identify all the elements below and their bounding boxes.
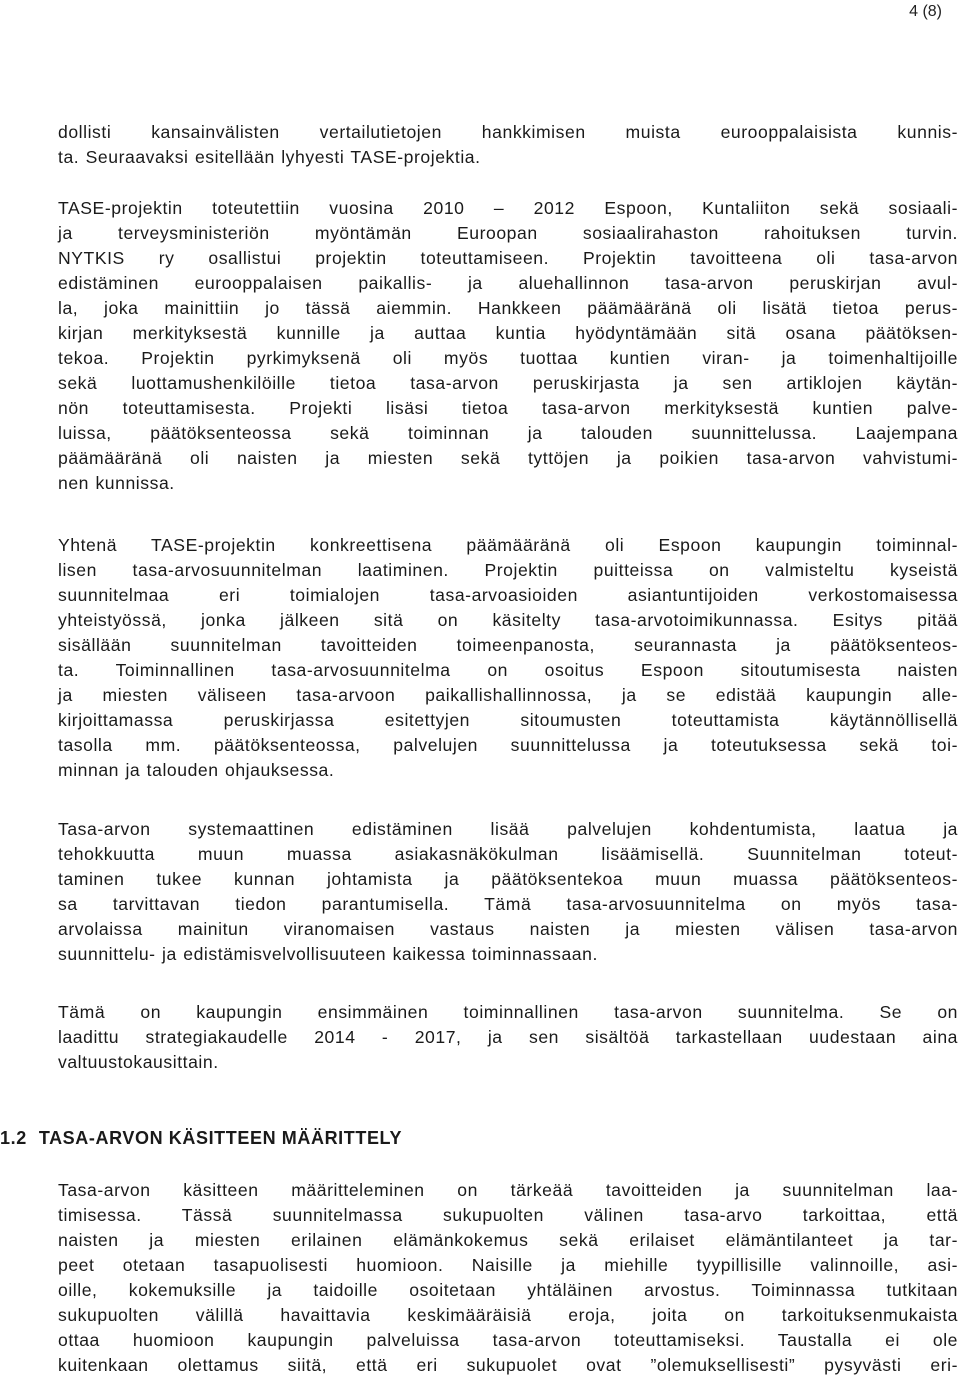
text-line: kirjan merkityksestä kunnille ja auttaa kuntia hyödyntämään sitä osana päätöksen- (58, 323, 958, 343)
text-line: Tämä on kaupungin ensimmäinen toiminnallinen tasa-arvon suunnitelma. Se on (58, 1002, 958, 1022)
section-title: TASA-ARVON KÄSITTEEN MÄÄRITTELY (38, 1128, 403, 1148)
text-line: laadittu strategiakaudelle 2014 - 2017, ja sen sisältöä tarkastellaan uudestaan aina (58, 1027, 958, 1047)
text-line: minnan ja talouden ohjauksessa. (58, 760, 335, 780)
text-line: dollisti kansainvälisten vertailutietojen hankkimisen muista eurooppalaisista kunnis- (58, 122, 958, 142)
text-line: NYTKIS ry osallistui projektin toteuttamiseen. Projektin tavoitteena oli tasa-arvon (58, 248, 958, 268)
text-line: valtuustokausittain. (58, 1052, 219, 1072)
paragraph-1 (58, 120, 958, 170)
text-line: naisten ja miesten erilainen elämänkokemus sekä erilaiset elämäntilanteet ja tar- (58, 1230, 958, 1250)
text-line: kirjoittamassa peruskirjassa esitettyjen sitoumusten toteuttamista käytännöllisellä (58, 710, 958, 730)
text-line: oille, kokemuksille ja taidoille osoitetaan yhtäläinen arvostus. Toiminnassa tutkitaan (58, 1280, 958, 1300)
paragraph-6 (58, 1178, 958, 1378)
text-line: tasolla mm. päätöksenteossa, palvelujen suunnittelussa ja toteutuksessa sekä toi- (58, 735, 958, 755)
text-line: sukupuolten välillä havaittavia keskimääräisiä eroja, joita on tarkoituksenmukaista (58, 1305, 958, 1325)
text-line: taminen tukee kunnan johtamista ja päätöksentekoa muun muassa päätöksenteos- (58, 869, 958, 889)
text-line: edistäminen eurooppalaisen paikallis- ja aluehallinnon tasa-arvon peruskirjan avul- (58, 273, 958, 293)
text-line: kuitenkaan olettamus siitä, että eri sukupuolet ovat ”olemuksellisesti” pysyvästi eri- (58, 1355, 958, 1375)
text-line: timisessa. Tässä suunnitelmassa sukupuolten välinen tasa-arvo tarkoittaa, että (58, 1205, 958, 1225)
text-line: suunnitelmaa eri toimialojen tasa-arvoasioiden asiantuntijoiden verkostomaisessa (58, 585, 958, 605)
page-number: 4 (8) (909, 3, 942, 20)
paragraph-5 (58, 1000, 958, 1075)
text-line: Yhtenä TASE-projektin konkreettisena päämääränä oli Espoon kaupungin toiminnal- (58, 535, 958, 555)
text-line: Tasa-arvon systemaattinen edistäminen lisää palvelujen kohdentumista, laatua ja (58, 819, 958, 839)
text-line: sisällään suunnitelman tavoitteiden toimeenpanosta, seurannasta ja päätöksenteos- (58, 635, 958, 655)
text-line: luissa, päätöksenteossa sekä toiminnan ja talouden suunnittelussa. Laajempana (58, 423, 958, 443)
text-line: päämääränä oli naisten ja miesten sekä tyttöjen ja poikien tasa-arvon vahvistumi- (58, 448, 958, 468)
text-line: ottaa huomioon kaupungin palveluissa tasa-arvon toteuttamiseksi. Taustalla ei ole (58, 1330, 958, 1350)
text-line: suunnittelu- ja edistämisvelvollisuuteen kaikessa toiminnassaan. (58, 944, 598, 964)
text-line: ja terveysministeriön myöntämän Euroopan sosiaalirahaston rahoituksen turvin. (58, 223, 958, 243)
text-line: lisen tasa-arvosuunnitelman laatiminen. Projektin puitteissa on valmisteltu kyseistä (58, 560, 958, 580)
text-line: Tasa-arvon käsitteen määritteleminen on tärkeää tavoitteiden ja suunnitelman laa- (58, 1180, 958, 1200)
text-line: ta. Seuraavaksi esitellään lyhyesti TASE-projektia. (58, 147, 481, 167)
text-line: arvolaissa mainitun viranomaisen vastaus naisten ja miesten välisen tasa-arvon (58, 919, 958, 939)
paragraph-4 (58, 817, 958, 967)
section-heading (0, 1126, 414, 1150)
text-line: nön toteuttamisesta. Projekti lisäsi tietoa tasa-arvon merkityksestä kuntien palve- (58, 398, 958, 418)
text-line: sekä luottamushenkilöille tietoa tasa-arvon peruskirjasta ja sen artiklojen käytän- (58, 373, 958, 393)
text-line: tekoa. Projektin pyrkimyksenä oli myös tuottaa kuntien viran- ja toimenhaltijoille (58, 348, 958, 368)
text-line: sa tarvittavan tiedon parantumisella. Tämä tasa-arvosuunnitelma on myös tasa- (58, 894, 958, 914)
text-line: TASE-projektin toteutettiin vuosina 2010 – 2012 Espoon, Kuntaliiton sekä sosiaali- (58, 198, 958, 218)
text-line: nen kunnissa. (58, 473, 175, 493)
text-line: ta. Toiminnallinen tasa-arvosuunnitelma on osoitus Espoon sitoutumisesta naisten (58, 660, 958, 680)
text-line: yhteistyössä, jonka jälkeen sitä on käsitelty tasa-arvotoimikunnassa. Esitys pitää (58, 610, 958, 630)
paragraph-2 (58, 196, 958, 496)
paragraph-3 (58, 533, 958, 783)
section-number: 1.2 (0, 1128, 27, 1148)
text-line: tehokkuutta muun muassa asiakasnäkökulman lisäämisellä. Suunnitelman toteut- (58, 844, 958, 864)
text-line: ja miesten väliseen tasa-arvoon paikallishallinnossa, ja se edistää kaupungin alle- (58, 685, 958, 705)
text-line: peet otetaan tasapuolisesti huomioon. Naisille ja miehille tyypillisille valinnoille, asi- (58, 1255, 958, 1275)
text-line: la, joka mainittiin jo tässä aiemmin. Hankkeen päämääränä oli lisätä tietoa perus- (58, 298, 958, 318)
